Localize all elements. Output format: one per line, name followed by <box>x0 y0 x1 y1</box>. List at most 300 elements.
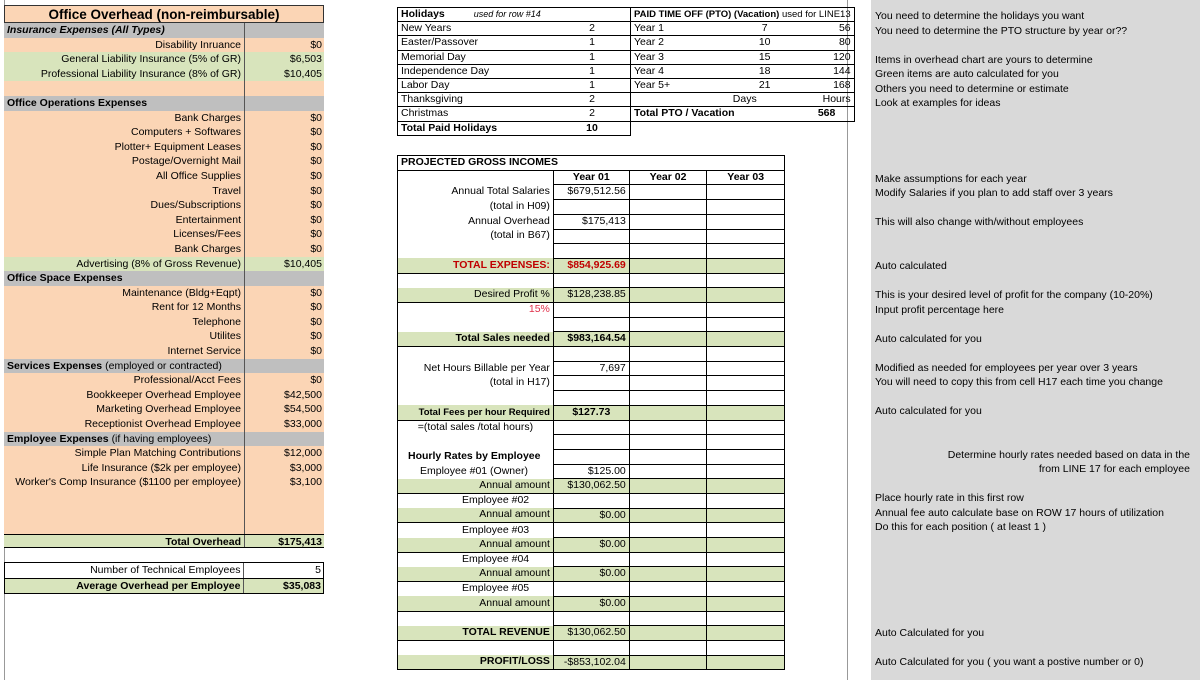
total-h17-note: (total in H17) <box>398 376 554 391</box>
cell[interactable] <box>629 420 707 435</box>
overhead-row-label: Maintenance (Bldg+Eqpt) <box>4 286 245 301</box>
employee-name: Employee #03 <box>398 523 554 538</box>
overhead-row[interactable] <box>4 271 324 286</box>
holiday-row[interactable] <box>398 22 631 36</box>
fees-per-hour-label: Total Fees per hour Required <box>398 405 554 420</box>
cell[interactable] <box>553 302 629 317</box>
fees-formula-note: =(total sales /total hours) <box>398 420 554 435</box>
overhead-row[interactable] <box>4 359 324 374</box>
overhead-row[interactable] <box>4 111 324 126</box>
overhead-blank-row[interactable] <box>4 519 324 534</box>
overhead-row[interactable] <box>4 300 324 315</box>
employee-hourly-rate[interactable] <box>553 493 629 508</box>
employee-rate-row[interactable] <box>398 493 785 508</box>
note: from LINE 17 for each employee <box>1038 463 1190 475</box>
pto-year[interactable]: Year 3 <box>631 50 730 64</box>
overhead-panel <box>4 5 324 594</box>
employee-rate-row[interactable] <box>398 464 785 479</box>
total-sales-y1[interactable]: $983,164.54 <box>553 332 629 347</box>
pto-row[interactable] <box>631 50 855 64</box>
overhead-row[interactable] <box>4 169 324 184</box>
employee-hourly-rate[interactable] <box>553 582 629 597</box>
cell[interactable] <box>629 258 707 273</box>
cell[interactable] <box>629 288 707 303</box>
overhead-row-value[interactable]: $0 <box>310 242 322 255</box>
total-overhead-value[interactable]: $175,413 <box>278 535 322 548</box>
employee-rate-row[interactable] <box>398 552 785 567</box>
overhead-row-value[interactable] <box>245 96 324 111</box>
employee-rate-row[interactable] <box>398 523 785 538</box>
employee-annual-row[interactable] <box>398 479 785 494</box>
total-sales-label: Total Sales needed <box>398 332 554 347</box>
pto-hours[interactable]: 144 <box>800 64 855 78</box>
overhead-row-value[interactable]: $3,100 <box>289 476 322 489</box>
overhead-row[interactable] <box>4 315 324 330</box>
employee-hourly-rate[interactable]: $125.00 <box>553 464 629 479</box>
annual-salaries-y1[interactable]: $679,512.56 <box>553 185 629 200</box>
overhead-row[interactable] <box>4 432 324 447</box>
overhead-row-value[interactable]: $0 <box>310 199 322 212</box>
total-pto-label: Total PTO / Vacation <box>631 107 800 121</box>
pto-year[interactable]: Year 2 <box>631 36 730 50</box>
overhead-row-label: Postage/Overnight Mail <box>4 154 245 169</box>
overhead-row-label: Travel <box>4 184 245 199</box>
note: Items in overhead chart are yours to determine <box>875 54 1093 66</box>
holiday-days[interactable]: 1 <box>554 64 631 78</box>
overhead-row-label: Receptionist Overhead Employee <box>4 417 245 432</box>
cell[interactable] <box>707 552 785 567</box>
pto-days-label: Days <box>730 93 800 107</box>
overhead-row[interactable] <box>4 344 324 359</box>
overhead-row-value[interactable]: $0 <box>310 126 322 139</box>
note: This will also change with/without employees <box>875 216 1084 228</box>
overhead-row-value[interactable]: $0 <box>310 228 322 241</box>
pto-row[interactable] <box>631 22 855 36</box>
employee-rate-row[interactable] <box>398 582 785 597</box>
note: Do this for each position ( at least 1 ) <box>875 521 1046 533</box>
note: Modified as needed for employees per year over 3 years <box>875 362 1138 374</box>
overhead-row[interactable] <box>4 329 324 344</box>
holiday-days[interactable]: 1 <box>554 79 631 93</box>
annual-salaries-label: Annual Total Salaries <box>398 185 554 200</box>
overhead-row-label: Simple Plan Matching Contributions <box>4 446 245 461</box>
employee-name: Employee #05 <box>398 582 554 597</box>
holiday-days[interactable]: 2 <box>554 107 631 121</box>
overhead-row[interactable] <box>4 257 324 272</box>
employee-annual-row[interactable] <box>398 567 785 582</box>
note: Determine hourly rates needed based on data in the <box>947 449 1190 461</box>
holiday-row[interactable] <box>398 107 631 121</box>
employee-hourly-rate[interactable] <box>553 552 629 567</box>
desired-profit-label: Desired Profit % <box>398 288 554 303</box>
pto-row[interactable] <box>631 79 855 93</box>
cell[interactable] <box>629 376 707 391</box>
annual-overhead-label: Annual Overhead <box>398 214 554 229</box>
holidays-header: Holidays used for row #14 <box>398 8 555 22</box>
cell[interactable] <box>707 538 785 553</box>
total-h09-note: (total in H09) <box>398 200 554 215</box>
overhead-row[interactable] <box>4 140 324 155</box>
hourly-rates-header: Hourly Rates by Employee <box>398 449 554 464</box>
cell[interactable] <box>707 376 785 391</box>
holiday-row[interactable] <box>398 79 631 93</box>
holiday-name[interactable]: Thanksgiving <box>398 93 555 107</box>
overhead-row-label: Plotter+ Equipment Leases <box>4 140 245 155</box>
annual-amount-label: Annual amount <box>398 479 554 494</box>
cell[interactable] <box>707 288 785 303</box>
cell[interactable] <box>629 214 707 229</box>
total-pto-value[interactable]: 568 <box>800 107 855 121</box>
cell[interactable] <box>629 493 707 508</box>
overhead-row-value[interactable]: $10,405 <box>284 257 322 270</box>
cell[interactable] <box>629 567 707 582</box>
overhead-row[interactable] <box>4 38 324 53</box>
cell[interactable] <box>553 200 629 215</box>
overhead-row[interactable] <box>4 96 324 111</box>
employee-annual-row[interactable] <box>398 538 785 553</box>
note: Green items are auto calculated for you <box>875 68 1059 80</box>
cell[interactable] <box>707 229 785 244</box>
annual-salaries-y3[interactable] <box>707 185 785 200</box>
num-tech-label: Number of Technical Employees <box>5 563 244 578</box>
pto-days[interactable]: 18 <box>730 64 800 78</box>
overhead-title: Office Overhead (non-reimbursable) <box>4 5 324 23</box>
holiday-days[interactable]: 2 <box>554 93 631 107</box>
cell[interactable] <box>707 405 785 420</box>
overhead-row-value[interactable]: $0 <box>310 38 322 51</box>
pto-hours[interactable]: 168 <box>800 79 855 93</box>
overhead-blank-row[interactable] <box>4 490 324 505</box>
cell[interactable] <box>629 655 707 670</box>
num-tech-row[interactable] <box>5 563 323 578</box>
income-table <box>397 155 785 670</box>
pto-row[interactable] <box>631 36 855 50</box>
annual-amount-label: Annual amount <box>398 538 554 553</box>
pto-hours-label: Hours <box>800 93 855 107</box>
overhead-row-label: Office Operations Expenses <box>4 96 245 111</box>
pto-note: used for LINE13 <box>781 9 851 20</box>
overhead-row-label: Disability Inruance <box>4 38 245 53</box>
total-expenses-label: TOTAL EXPENSES: <box>398 258 554 273</box>
employee-name: Employee #04 <box>398 552 554 567</box>
profit-loss-y1[interactable]: -$853,102.04 <box>553 655 629 670</box>
note: You need to determine the holidays you want <box>875 10 1085 22</box>
cell[interactable] <box>629 523 707 538</box>
overhead-row-value[interactable]: $10,405 <box>284 67 322 80</box>
overhead-row-value[interactable] <box>245 359 324 374</box>
overhead-row-label: Computers + Softwares <box>4 125 245 140</box>
overhead-row-label: Bank Charges <box>4 111 245 126</box>
note: Place hourly rate in this first row <box>875 492 1024 504</box>
cell[interactable] <box>707 493 785 508</box>
total-overhead-label: Total Overhead <box>4 535 245 548</box>
overhead-row[interactable] <box>4 446 324 461</box>
overhead-row-value[interactable]: $54,500 <box>284 403 322 416</box>
total-expenses-y1[interactable]: $854,925.69 <box>553 258 629 273</box>
overhead-row-value[interactable] <box>245 271 324 286</box>
overhead-row-label: Professional/Acct Fees <box>4 373 245 388</box>
overhead-row-value[interactable]: $0 <box>310 213 322 226</box>
overhead-row[interactable] <box>4 184 324 199</box>
overhead-row-value[interactable] <box>245 432 324 447</box>
holiday-days[interactable]: 1 <box>554 36 631 50</box>
cell[interactable] <box>707 332 785 347</box>
overhead-row[interactable] <box>4 198 324 213</box>
income-title: PROJECTED GROSS INCOMES <box>398 156 785 171</box>
cell[interactable] <box>629 405 707 420</box>
overhead-row-label: Internet Service <box>4 344 245 359</box>
total-revenue-label: TOTAL REVENUE <box>398 626 554 641</box>
overhead-row-label: Dues/Subscriptions <box>4 198 245 213</box>
overhead-row[interactable] <box>4 125 324 140</box>
overhead-row-label: Marketing Overhead Employee <box>4 402 245 417</box>
cell[interactable] <box>629 361 707 376</box>
cell[interactable] <box>629 626 707 641</box>
overhead-row[interactable] <box>4 213 324 228</box>
total-b67-note: (total in B67) <box>398 229 554 244</box>
holidays-note: used for row #14 <box>473 9 541 19</box>
cell[interactable] <box>707 567 785 582</box>
annual-amount-value[interactable]: $0.00 <box>553 567 629 582</box>
overhead-row-value[interactable]: $0 <box>310 140 322 153</box>
holiday-row[interactable] <box>398 36 631 50</box>
overhead-row-label: Bookkeeper Overhead Employee <box>4 388 245 403</box>
pto-days[interactable]: 15 <box>730 50 800 64</box>
note: Annual fee auto calculate base on ROW 17 hours of utilization <box>875 507 1164 519</box>
fees-per-hour-y1[interactable]: $127.73 <box>553 405 629 420</box>
overhead-row-value[interactable]: $0 <box>310 169 322 182</box>
cell[interactable] <box>707 626 785 641</box>
employee-name: Employee #02 <box>398 493 554 508</box>
holiday-row[interactable] <box>398 64 631 78</box>
pto-year[interactable]: Year 5+ <box>631 79 730 93</box>
overhead-row-value[interactable]: $0 <box>310 330 322 343</box>
note: Others you need to determine or estimate <box>875 83 1069 95</box>
note: This is your desired level of profit for the company (10-20%) <box>875 289 1153 301</box>
holiday-row[interactable] <box>398 50 631 64</box>
overhead-row-label: Professional Liability Insurance (8% of GR) <box>4 67 245 82</box>
pto-days[interactable]: 21 <box>730 79 800 93</box>
note: Auto calculated for you <box>875 333 982 345</box>
note: Auto Calculated for you ( you want a postive number or 0) <box>875 656 1144 668</box>
cell[interactable] <box>707 596 785 611</box>
cell[interactable] <box>707 361 785 376</box>
overhead-row-value[interactable]: $0 <box>310 111 322 124</box>
net-hours-y1[interactable]: 7,697 <box>553 361 629 376</box>
overhead-row-value[interactable]: $0 <box>310 301 322 314</box>
pto-header: PAID TIME OFF (PTO) (Vacation) used for LINE13 <box>631 8 855 22</box>
cell[interactable] <box>629 479 707 494</box>
annual-salaries-y2[interactable] <box>629 185 707 200</box>
cell[interactable] <box>707 523 785 538</box>
overhead-row-value[interactable] <box>245 81 324 96</box>
total-revenue-y1[interactable]: $130,062.50 <box>553 626 629 641</box>
cell[interactable] <box>707 420 785 435</box>
note: Auto calculated for you <box>875 405 982 417</box>
overhead-row-label: Services Expenses (employed or contracted) <box>4 359 245 374</box>
overhead-row-label: Bank Charges <box>4 242 245 257</box>
pto-days[interactable]: 7 <box>730 22 800 36</box>
overhead-row[interactable] <box>4 402 324 417</box>
annual-overhead-y1[interactable]: $175,413 <box>553 214 629 229</box>
cell[interactable] <box>707 508 785 523</box>
overhead-row[interactable] <box>4 52 324 67</box>
annual-amount-label: Annual amount <box>398 508 554 523</box>
profit-percent-input[interactable]: 15% <box>398 302 554 317</box>
overhead-row-value[interactable]: $6,503 <box>289 53 322 66</box>
cell[interactable] <box>629 552 707 567</box>
overhead-row-value[interactable]: $0 <box>310 155 322 168</box>
cell[interactable] <box>707 464 785 479</box>
overhead-row-label: Entertainment <box>4 213 245 228</box>
overhead-row-label: Telephone <box>4 315 245 330</box>
overhead-row-label: Utilites <box>4 329 245 344</box>
overhead-row[interactable] <box>4 227 324 242</box>
cell[interactable] <box>629 302 707 317</box>
overhead-row-value[interactable]: $0 <box>310 345 322 358</box>
overhead-row-label: Employee Expenses (if having employees) <box>4 432 245 447</box>
total-overhead-row[interactable] <box>4 534 324 549</box>
desired-profit-y1[interactable]: $128,238.85 <box>553 288 629 303</box>
col-year02: Year 02 <box>629 170 707 185</box>
note: You need to determine the PTO structure by year or?? <box>875 25 1128 37</box>
overhead-row[interactable] <box>4 461 324 476</box>
cell[interactable] <box>629 332 707 347</box>
pto-days[interactable]: 10 <box>730 36 800 50</box>
note: You will need to copy this from cell H17 each time you change <box>875 376 1163 388</box>
overhead-row[interactable] <box>4 286 324 301</box>
overhead-row-value[interactable]: $0 <box>310 184 322 197</box>
holiday-name[interactable]: New Years <box>398 22 555 36</box>
overhead-row[interactable] <box>4 388 324 403</box>
holiday-days[interactable]: 2 <box>554 22 631 36</box>
cell[interactable] <box>629 229 707 244</box>
cell[interactable] <box>629 464 707 479</box>
avg-overhead-value[interactable]: $35,083 <box>283 579 321 592</box>
pto-row[interactable] <box>631 64 855 78</box>
overhead-row[interactable] <box>4 475 324 490</box>
employee-annual-row[interactable] <box>398 508 785 523</box>
notes-panel <box>871 0 1200 680</box>
net-hours-label: Net Hours Billable per Year <box>398 361 554 376</box>
total-holidays-value[interactable]: 10 <box>554 121 631 135</box>
overhead-row[interactable] <box>4 23 324 38</box>
holiday-row[interactable] <box>398 93 631 107</box>
cell[interactable] <box>629 582 707 597</box>
holiday-name[interactable]: Christmas <box>398 107 555 121</box>
annual-amount-label: Annual amount <box>398 567 554 582</box>
holiday-name[interactable]: Independence Day <box>398 64 555 78</box>
holiday-name[interactable]: Labor Day <box>398 79 555 93</box>
cell[interactable] <box>553 420 629 435</box>
cell[interactable] <box>553 229 629 244</box>
overhead-row-label: General Liability Insurance (5% of GR) <box>4 52 245 67</box>
pto-year[interactable]: Year 1 <box>631 22 730 36</box>
overhead-row-label: All Office Supplies <box>4 169 245 184</box>
overhead-row-label: Rent for 12 Months <box>4 300 245 315</box>
employee-name: Employee #01 (Owner) <box>398 464 554 479</box>
holiday-name[interactable]: Memorial Day <box>398 50 555 64</box>
annual-amount-value[interactable]: $0.00 <box>553 596 629 611</box>
note: Auto calculated <box>875 260 947 272</box>
avg-overhead-row[interactable] <box>5 578 323 593</box>
note: Modify Salaries if you plan to add staff over 3 years <box>875 187 1113 199</box>
pto-table <box>630 7 855 122</box>
cell[interactable] <box>629 538 707 553</box>
overhead-row[interactable] <box>4 373 324 388</box>
annual-amount-value[interactable]: $0.00 <box>553 538 629 553</box>
pto-year[interactable]: Year 4 <box>631 64 730 78</box>
overhead-row-value[interactable]: $12,000 <box>284 447 322 460</box>
holiday-days[interactable]: 1 <box>554 50 631 64</box>
overhead-row-label <box>4 81 245 96</box>
overhead-row-value[interactable]: $0 <box>310 315 322 328</box>
cell[interactable] <box>707 258 785 273</box>
cell[interactable] <box>707 582 785 597</box>
col-year03: Year 03 <box>707 170 785 185</box>
cell[interactable] <box>707 655 785 670</box>
overhead-row-value[interactable]: $33,000 <box>284 418 322 431</box>
overhead-row[interactable] <box>4 67 324 82</box>
overhead-row-value[interactable]: $42,500 <box>284 388 322 401</box>
annual-amount-value[interactable]: $0.00 <box>553 508 629 523</box>
overhead-row-label: Licenses/Fees <box>4 227 245 242</box>
note: Auto Calculated for you <box>875 627 985 639</box>
cell[interactable] <box>629 596 707 611</box>
num-tech-value[interactable]: 5 <box>315 564 321 577</box>
col-year01: Year 01 <box>553 170 629 185</box>
overhead-row[interactable] <box>4 242 324 257</box>
overhead-row-label: Insurance Expenses (All Types) <box>4 23 245 38</box>
holidays-table <box>397 7 631 136</box>
note: Look at examples for ideas <box>875 97 1001 109</box>
overhead-row-label: Advertising (8% of Gross Revenue) <box>4 257 245 272</box>
total-holidays-label: Total Paid Holidays <box>398 121 555 135</box>
overhead-row-value[interactable] <box>245 23 324 38</box>
overhead-rows <box>4 23 324 490</box>
overhead-row[interactable] <box>4 417 324 432</box>
note: Make assumptions for each year <box>875 173 1027 185</box>
cell[interactable] <box>553 376 629 391</box>
cell[interactable] <box>629 200 707 215</box>
holiday-name[interactable]: Easter/Passover <box>398 36 555 50</box>
overhead-blank-row[interactable] <box>4 505 324 520</box>
overhead-row-value[interactable]: $3,000 <box>289 461 322 474</box>
cell[interactable] <box>629 508 707 523</box>
avg-overhead-label: Average Overhead per Employee <box>5 579 244 593</box>
overhead-row-label: Office Space Expenses <box>4 271 245 286</box>
profit-loss-label: PROFIT/LOSS <box>398 655 554 670</box>
cell[interactable] <box>707 214 785 229</box>
overhead-row-value[interactable]: $0 <box>310 374 322 387</box>
cell[interactable] <box>707 479 785 494</box>
overhead-row[interactable] <box>4 154 324 169</box>
overhead-row-label: Life Insurance ($2k per employee) <box>4 461 245 476</box>
overhead-row-value[interactable]: $0 <box>310 286 322 299</box>
pto-hours[interactable]: 120 <box>800 50 855 64</box>
overhead-row[interactable] <box>4 81 324 96</box>
employee-hourly-rate[interactable] <box>553 523 629 538</box>
pto-hours[interactable]: 56 <box>800 22 855 36</box>
cell[interactable] <box>707 302 785 317</box>
overhead-row-label: Worker's Comp Insurance ($1100 per employee) <box>4 475 245 490</box>
annual-amount-label: Annual amount <box>398 596 554 611</box>
pto-hours[interactable]: 80 <box>800 36 855 50</box>
annual-amount-value[interactable]: $130,062.50 <box>553 479 629 494</box>
note: Input profit percentage here <box>875 304 1005 316</box>
employee-annual-row[interactable] <box>398 596 785 611</box>
cell[interactable] <box>707 200 785 215</box>
